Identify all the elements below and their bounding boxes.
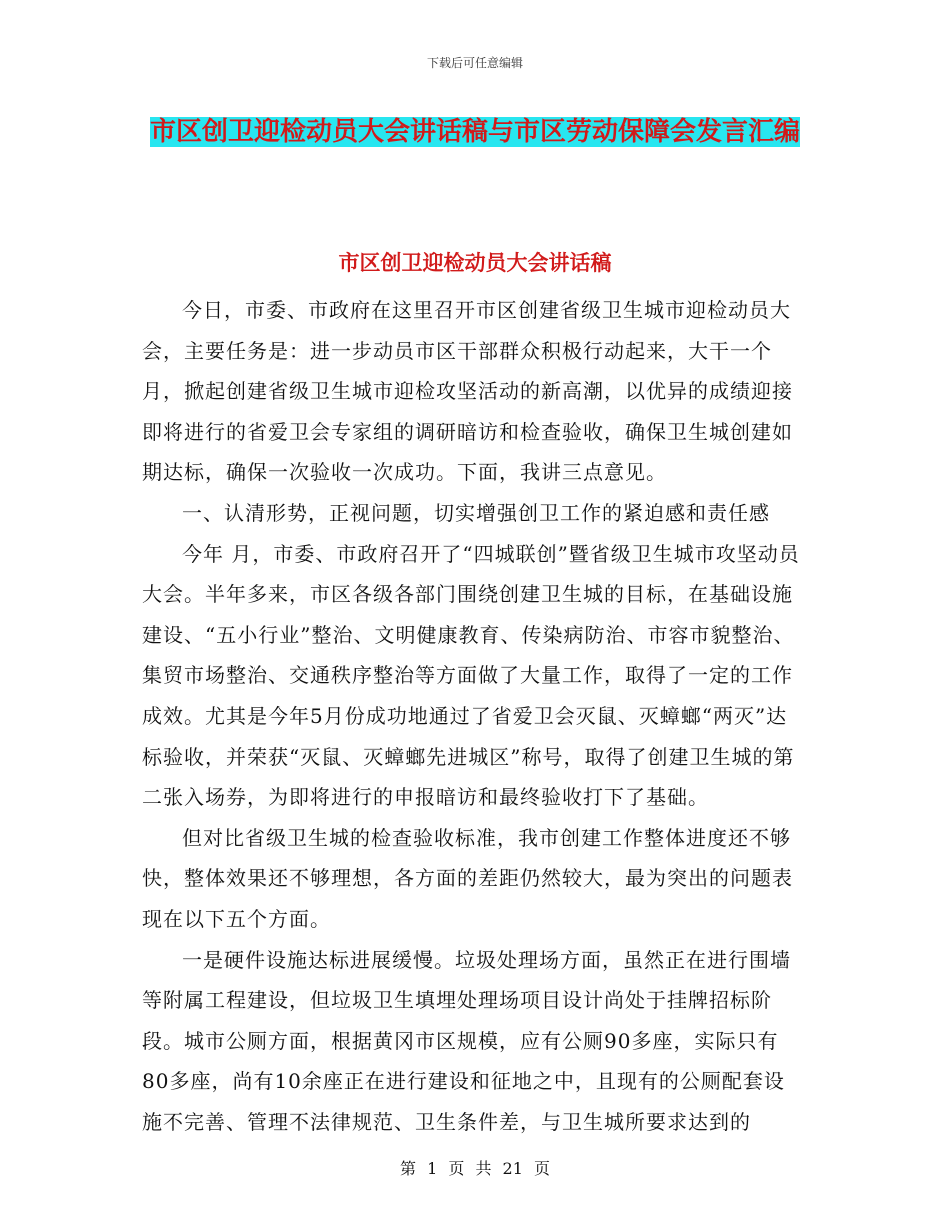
paragraph: 今年 月，市委、市政府召开了“四城联创”暨省级卫生城市攻坚动员大会。半年多来，市区各级各部门围绕创建卫生城的目标，在基础设施建设、“五小行业”整治、文明健康教育、传染病防治、市容市貌整治、集贸市场整治、交通秩序整治等方面做了大量工作，取得了一定的工作成效。尤其是今年5月份成功地通过了省爱卫会灭鼠、灭蟑螂“两灭”达标验收，并荣获“灭鼠、灭蟑螂先进城区”称号，取得了创建卫生城的第二张入场券，为即将进行的申报暗访和最终验收打下了基础。 [142, 541, 800, 810]
section-title: 市区创卫迎检动员大会讲话稿 [338, 251, 612, 275]
document-title [140, 108, 810, 156]
page-number: 第 1 页 共 21 页 [400, 1159, 550, 1178]
document-title-text: 市区创卫迎检动员大会讲话稿与市区劳动保障会发言汇编 [149, 117, 800, 147]
paragraph: 一、认清形势，正视问题，切实增强创卫工作的紧迫感和责任感 [182, 500, 770, 525]
header-note: 下载后可任意编辑 [426, 56, 523, 70]
paragraph: 一是硬件设施达标进展缓慢。垃圾处理场方面，虽然正在进行围墙等附属工程建设，但垃圾卫生填埋处理场项目设计尚处于挂牌招标阶段。城市公厕方面，根据黄冈市区规模，应有公厕90多座，实际只有80多座，尚有10余座正在进行建设和征地之中，且现有的公厕配套设施不完善、管理不法律规范、卫生条件差，与卫生城所要求达到的 [142, 947, 791, 1134]
body-text [142, 290, 802, 1142]
paragraph: 但对比省级卫生城的检查验收标准，我市创建工作整体进度还不够快，整体效果还不够理想，各方面的差距仍然较大，最为突出的问题表现在以下五个方面。 [142, 825, 793, 931]
paragraph: 今日，市委、市政府在这里召开市区创建省级卫生城市迎检动员大会，主要任务是：进一步动员市区干部群众积极行动起来，大干一个月，掀起创建省级卫生城市迎检攻坚活动的新高潮，以优异的成绩迎接即将进行的省爱卫会专家组的调研暗访和检查验收，确保卫生城创建如期达标，确保一次验收一次成功。下面，我讲三点意见。 [142, 298, 793, 485]
